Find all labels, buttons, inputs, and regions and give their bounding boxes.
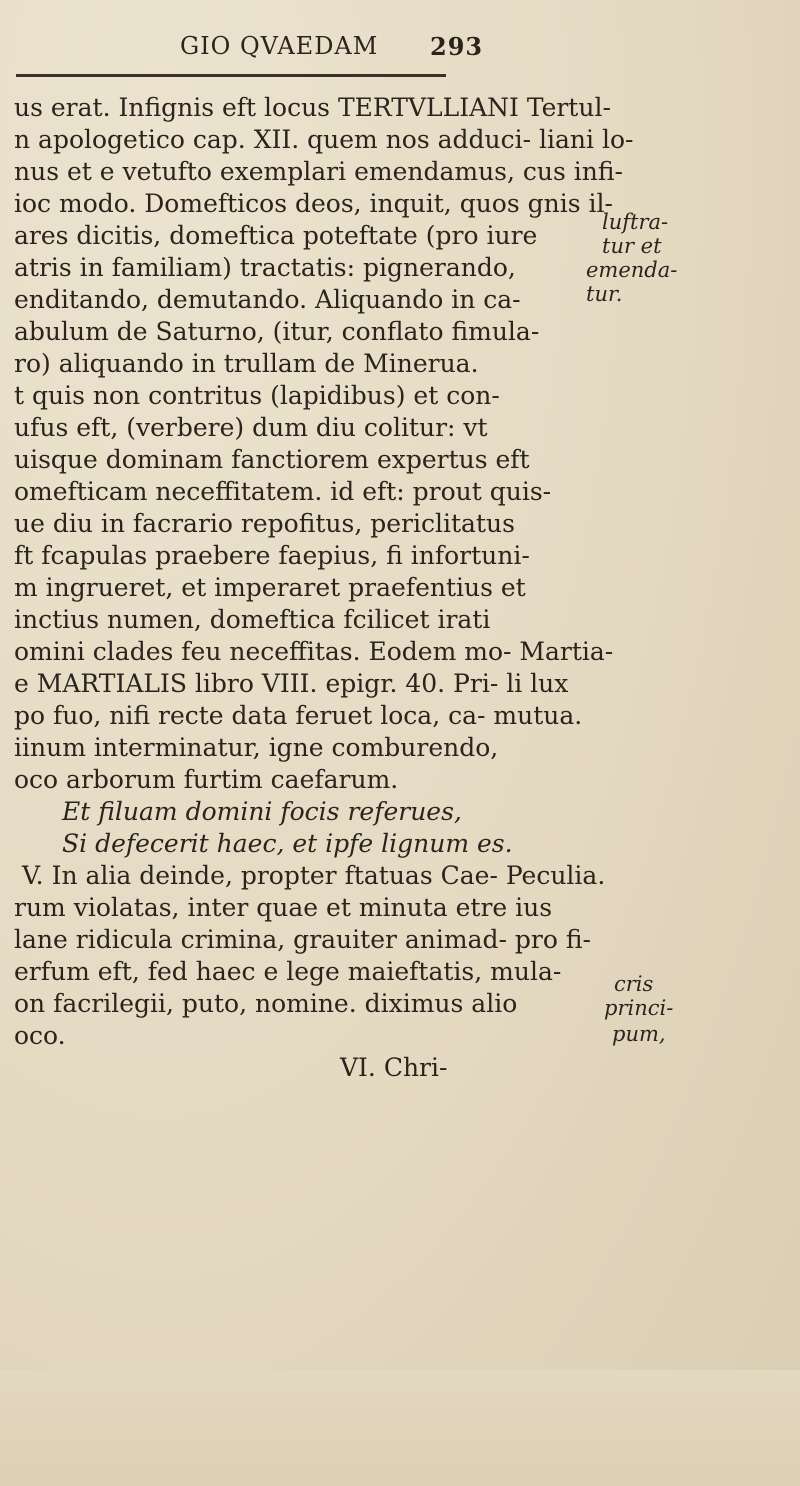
text-line: ioc modo. Domefticos deos, inquit, quos gnis il- [14,189,613,218]
verse-line: Si defecerit haec, et ipfe lignum es. [62,829,513,858]
text-line: iinum interminatur, igne comburendo, [14,733,499,762]
text-line: enditando, demutando. Aliquando in ca- [14,285,521,314]
margin-note: cris [614,972,654,996]
text-line: ro) aliquando in trullam de Minerua. [14,349,479,378]
text-line: nus et e vetufto exemplari emendamus, cus infi- [14,157,623,186]
verse-line: Et filuam domini focis referues, [62,797,462,826]
running-header [180,26,620,66]
margin-note: tur. [586,282,623,306]
text-line: n apologetico cap. XII. quem nos adduci- liani lo- [14,125,634,154]
text-line: po fuo, nifi recte data feruet loca, ca- mutua. [14,701,583,730]
text-line: rum violatas, inter quae et minuta etre ius [14,893,553,922]
text-line: uisque dominam fanctiorem expertus eft [14,445,530,474]
margin-note: princi- [604,996,674,1020]
catchword: VI. Chri- [340,1053,448,1082]
text-line: V. In alia deinde, propter ftatuas Cae- Peculia. [22,861,606,890]
text-line: inctius numen, domeftica fcilicet irati [14,605,491,634]
text-line: e MARTIALIS libro VIII. epigr. 40. Pri- li lux [14,669,569,698]
text-line: omini clades feu neceffitas. Eodem mo- Martia- [14,637,614,666]
margin-note: tur et [602,234,662,258]
text-line: us erat. Infignis eft locus TERTVLLIANI Tertul- [14,93,611,122]
text-line: erfum eft, fed haec e lege maieftatis, mula- [14,957,562,986]
text-line: omefticam neceffitatem. id eft: prout quis- [14,477,552,506]
text-line: on facrilegii, puto, nomine. diximus alio [14,989,518,1018]
margin-note: pum, [612,1022,666,1046]
text-line: ares dicitis, domeftica poteftate (pro iure [14,221,538,250]
text-line: oco. [14,1021,66,1050]
header-rule [16,74,446,77]
running-title: GIO QVAEDAM [180,32,379,60]
text-line: t quis non contritus (lapidibus) et con- [14,381,500,410]
text-line: m ingrueret, et imperaret praefentius et [14,573,526,602]
page-number: 293 [430,32,484,61]
text-line: abulum de Saturno, (itur, conflato fimula- [14,317,540,346]
text-line: atris in familiam) tractatis: pignerando, [14,253,516,282]
text-line: ft fcapulas praebere faepius, fi infortuni- [14,541,530,570]
text-line: lane ridicula crimina, grauiter animad- pro fi- [14,925,591,954]
blank-page-margin [0,1370,800,1486]
text-line: ufus eft, (verbere) dum diu colitur: vt [14,413,488,442]
text-line: oco arborum furtim caefarum. [14,765,399,794]
margin-note: emenda- [586,258,678,282]
text-line: ue diu in facrario repofitus, periclitatus [14,509,515,538]
margin-note: luftra- [602,210,669,234]
